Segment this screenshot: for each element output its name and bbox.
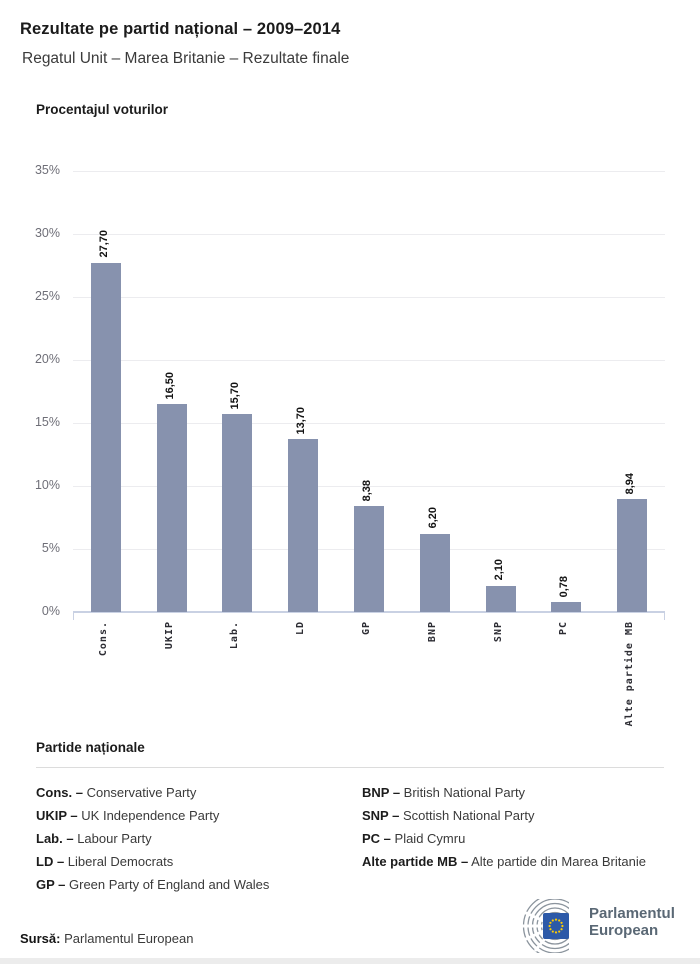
legend-item bbox=[36, 808, 219, 823]
legend-abbr: GP – bbox=[36, 877, 66, 892]
page-bottom-edge bbox=[0, 958, 700, 964]
source-text: Parlamentul European bbox=[64, 931, 194, 946]
legend-abbr: BNP – bbox=[362, 785, 401, 800]
legend-item bbox=[36, 877, 269, 892]
star-icon bbox=[549, 928, 551, 930]
ep-logo-hemicycle-icon bbox=[509, 899, 579, 953]
bar-value-label: 13,70 bbox=[295, 406, 308, 435]
source-label: Sursă: bbox=[20, 931, 61, 946]
legend-name: British National Party bbox=[400, 785, 526, 800]
legend-abbr: Lab. – bbox=[36, 831, 74, 846]
star-icon bbox=[558, 919, 560, 921]
star-icon bbox=[552, 919, 554, 921]
legend-item bbox=[36, 831, 152, 846]
y-axis-tick-label: 5% bbox=[41, 541, 60, 555]
y-axis-tick-label: 35% bbox=[34, 163, 60, 177]
legend-item bbox=[36, 785, 196, 800]
x-axis-label: GP bbox=[361, 621, 372, 636]
legend-name: Alte partide din Marea Britanie bbox=[468, 854, 646, 869]
star-icon bbox=[555, 919, 557, 921]
source-line bbox=[20, 931, 193, 946]
legend-name: Green Party of England and Wales bbox=[65, 877, 270, 892]
x-axis-label: Cons. bbox=[97, 621, 109, 657]
y-axis-tick-label: 30% bbox=[34, 226, 60, 240]
star-icon bbox=[558, 930, 560, 932]
y-axis-tick-label: 10% bbox=[34, 478, 60, 492]
legend-name: Plaid Cymru bbox=[390, 831, 466, 846]
bar-value-label: 0,78 bbox=[558, 575, 571, 598]
legend-abbr: Alte partide MB – bbox=[362, 854, 469, 869]
x-axis-label: LD bbox=[295, 621, 307, 636]
legend-item bbox=[362, 854, 646, 869]
legend-abbr: SNP – bbox=[362, 808, 400, 823]
legend-item bbox=[362, 808, 534, 823]
bar-value-label: 2,10 bbox=[492, 559, 505, 581]
y-axis-tick-label: 15% bbox=[34, 415, 60, 429]
logo-line1: Parlamentul bbox=[589, 905, 675, 922]
bar-value-label: 15,70 bbox=[229, 381, 242, 410]
x-axis-label: SNP bbox=[492, 621, 504, 643]
chart-title: Procentajul voturilor bbox=[36, 102, 169, 117]
logo-line2: European bbox=[589, 922, 659, 939]
x-axis-label: UKIP bbox=[163, 621, 175, 650]
legend-abbr: LD – bbox=[36, 854, 65, 869]
legend-heading: Partide naționale bbox=[36, 740, 145, 755]
star-icon bbox=[561, 925, 563, 927]
legend-item bbox=[362, 785, 525, 800]
legend-name: Conservative Party bbox=[82, 785, 197, 800]
bar-value-label: 6,20 bbox=[426, 507, 439, 529]
bar-value-label: 8,94 bbox=[624, 472, 637, 495]
legend-name: Liberal Democrats bbox=[64, 854, 174, 869]
star-icon bbox=[549, 922, 551, 924]
star-icon bbox=[560, 928, 562, 930]
x-axis-label: PC bbox=[558, 621, 570, 636]
page-title: Rezultate pe partid național – 2009–2014 bbox=[20, 20, 341, 38]
bar-value-label: 8,38 bbox=[361, 480, 373, 502]
eu-flag-icon bbox=[543, 913, 569, 939]
bar-value-label: 27,70 bbox=[97, 230, 110, 258]
x-axis-label: Lab. bbox=[229, 621, 241, 650]
star-icon bbox=[560, 922, 562, 924]
y-axis-tick-label: 0% bbox=[41, 604, 60, 618]
legend-item bbox=[36, 854, 173, 869]
star-icon bbox=[549, 925, 551, 927]
legend-item bbox=[362, 831, 465, 846]
x-axis-label: Alte partide MB bbox=[624, 621, 636, 727]
legend-name: Labour Party bbox=[73, 831, 152, 846]
bar-value-label: 16,50 bbox=[163, 371, 176, 400]
legend-abbr: Cons. – bbox=[36, 785, 83, 800]
x-axis-label: BNP bbox=[426, 621, 438, 643]
star-icon bbox=[555, 931, 557, 933]
legend-name: Scottish National Party bbox=[399, 808, 535, 823]
y-axis-tick-label: 20% bbox=[34, 352, 60, 366]
legend-name: UK Independence Party bbox=[77, 808, 220, 823]
legend-abbr: PC – bbox=[362, 831, 391, 846]
star-icon bbox=[552, 930, 554, 932]
y-axis-tick-label: 25% bbox=[34, 289, 60, 303]
page-subtitle: Regatul Unit – Marea Britanie – Rezultate finale bbox=[22, 50, 350, 67]
legend-abbr: UKIP – bbox=[36, 808, 78, 823]
ep-logo-wordmark bbox=[589, 905, 675, 939]
